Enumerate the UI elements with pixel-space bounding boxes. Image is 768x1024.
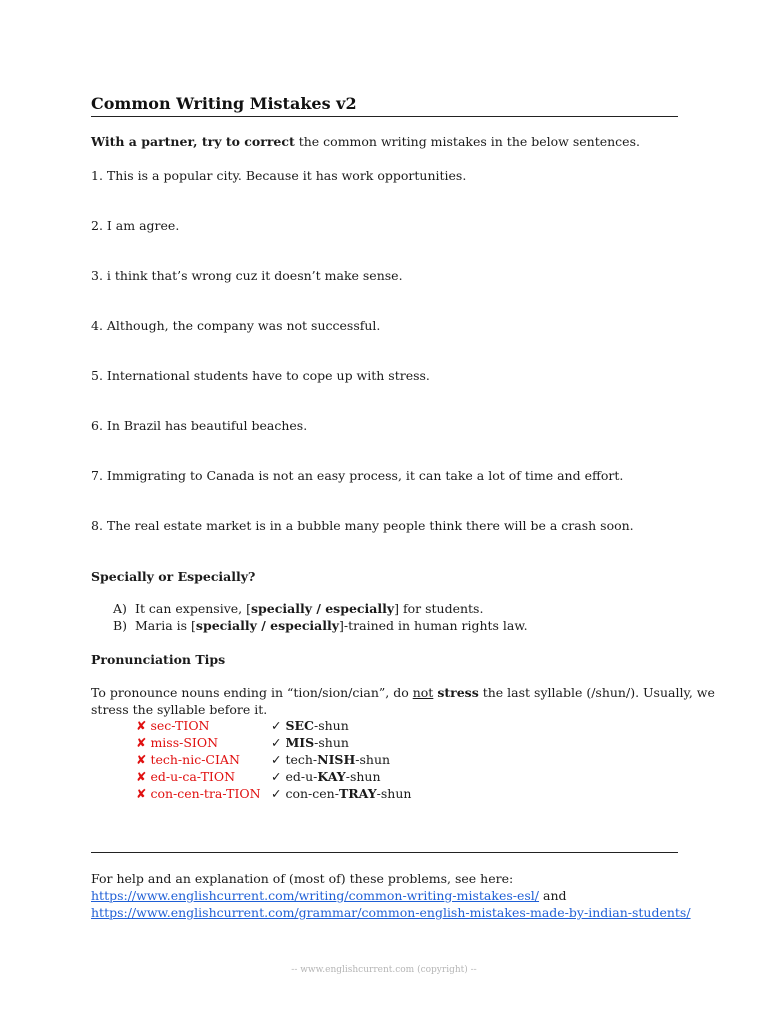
right-pronunciation [271, 768, 381, 785]
help-link-line2 [91, 904, 691, 921]
right-pronunciation [271, 717, 349, 734]
page-title: Common Writing Mistakes v2 [91, 94, 357, 113]
check-icon: ✓ [271, 752, 286, 767]
stressed-syllable: KAY [317, 769, 346, 784]
wrong-pronunciation: ✘ tech-nic-CIAN [136, 752, 240, 767]
item-label: B) [113, 618, 128, 633]
wrong-pronunciation: ✘ con-cen-tra-TION [136, 786, 261, 801]
check-icon: ✓ [271, 769, 286, 784]
intro-not: not [412, 685, 434, 700]
item-choice: specially / especially [251, 601, 395, 616]
syllable: -shun [313, 718, 349, 733]
sentence-6: 6. In Brazil has beautiful beaches. [91, 418, 308, 433]
pronunciation-heading: Pronunciation Tips [91, 652, 226, 667]
check-icon: ✓ [271, 718, 286, 733]
right-pronunciation [271, 734, 349, 751]
especially-item-a [113, 600, 483, 617]
title-divider [91, 116, 678, 117]
check-icon: ✓ [271, 735, 286, 750]
item-text: ] for students. [394, 601, 484, 616]
stressed-syllable: MIS [285, 735, 315, 750]
intro-text: the last syllable (/shun/). Usually, we [478, 685, 715, 700]
item-choice: specially / especially [195, 618, 340, 633]
help-divider [91, 852, 678, 853]
item-label: A) [113, 601, 127, 616]
sentence-8: 8. The real estate market is in a bubble many people think there will be a crash soon. [91, 518, 634, 533]
pronunciation-intro-line1 [91, 684, 715, 701]
sentence-5: 5. International students have to cope up with stress. [91, 368, 430, 383]
help-text: For help and an explanation of (most of) these problems, see here: [91, 871, 514, 886]
syllable: -shun [376, 786, 412, 801]
link-common-writing-mistakes[interactable]: https://www.englishcurrent.com/writing/common-writing-mistakes-esl/ [91, 888, 540, 903]
pronunciation-intro-line2: stress the syllable before it. [91, 702, 268, 717]
right-pronunciation [271, 785, 411, 802]
stressed-syllable: TRAY [338, 786, 377, 801]
sentence-3: 3. i think that’s wrong cuz it doesn’t make sense. [91, 268, 403, 283]
syllable: -shun [355, 752, 391, 767]
intro-text: To pronounce nouns ending in “tion/sion/cian”, do [91, 685, 413, 700]
instructions [91, 133, 640, 150]
stressed-syllable: SEC [285, 718, 314, 733]
syllable: -shun [314, 735, 349, 750]
and-text: and [539, 888, 567, 903]
wrong-pronunciation: ✘ sec-TION [136, 718, 210, 733]
item-text: It can expensive, [ [135, 601, 252, 616]
instructions-bold: With a partner, try to correct [91, 134, 295, 149]
wrong-pronunciation: ✘ miss-SION [136, 735, 219, 750]
sentence-1: 1. This is a popular city. Because it has work opportunities. [91, 168, 467, 183]
help-link-line1 [91, 887, 567, 904]
item-text: Maria is [ [135, 618, 196, 633]
link-indian-students-mistakes[interactable]: https://www.englishcurrent.com/grammar/common-english-mistakes-made-by-indian-students/ [91, 905, 691, 920]
syllable: con-cen- [285, 786, 339, 801]
stressed-syllable: NISH [317, 752, 356, 767]
sentence-7: 7. Immigrating to Canada is not an easy process, it can take a lot of time and effort. [91, 468, 624, 483]
sentence-2: 2. I am agree. [91, 218, 180, 233]
instructions-rest: the common writing mistakes in the below sentences. [294, 134, 640, 149]
wrong-pronunciation: ✘ ed-u-ca-TION [136, 769, 236, 784]
sentence-4: 4. Although, the company was not successful. [91, 318, 381, 333]
especially-item-b [113, 617, 528, 634]
check-icon: ✓ [271, 786, 286, 801]
syllable: -shun [345, 769, 381, 784]
intro-stress: stress [437, 685, 479, 700]
copyright-footer: -- www.englishcurrent.com (copyright) -- [291, 965, 477, 975]
syllable: tech- [285, 752, 318, 767]
especially-heading: Specially or Especially? [91, 569, 256, 584]
syllable: ed-u- [285, 769, 318, 784]
right-pronunciation [271, 751, 390, 768]
item-text: ]-trained in human rights law. [339, 618, 528, 633]
